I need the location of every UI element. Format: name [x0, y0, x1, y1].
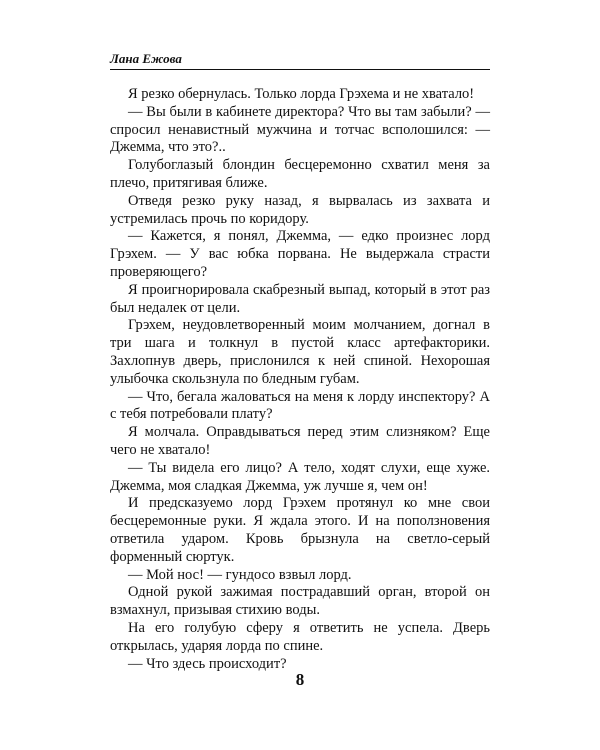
paragraph: На его голубую сферу я ответить не успела. Дверь открылась, ударяя лорда по спине. — [110, 619, 490, 654]
paragraph: Я резко обернулась. Только лорда Грэхема и не хватало! — [128, 86, 475, 102]
paragraph: — Вы были в кабинете директора? Что вы там забыли? — спросил ненавистный мужчина и тотчас всполошился: — Джемма, что это?.. — [110, 103, 490, 156]
paragraph: Отведя резко руку назад, я вырвалась из захвата и устремилась прочь по коридору. — [110, 192, 490, 227]
paragraph: — Что, бегала жаловаться на меня к лорду инспектору? А с тебя потребовали плату? — [110, 388, 490, 423]
paragraph: Одной рукой зажимая пострадавший орган, второй он взмахнул, призывая стихию воды. — [110, 584, 490, 619]
body-text — [110, 86, 490, 673]
paragraph: — Что здесь происходит? — [128, 655, 287, 672]
page-number: 8 — [295, 670, 305, 689]
paragraph: И предсказуемо лорд Грэхем протянул ко мне свои бесцеремонные руки. Я ждала этого. И на поползновения ответила ударом. Кровь брызнула на светло-серый форменный сюртук. — [110, 495, 490, 565]
paragraph: Голубоглазый блондин бесцеремонно схватил меня за плечо, притягивая ближе. — [110, 157, 490, 191]
header-rule — [110, 69, 490, 70]
paragraph: — Кажется, я понял, Джемма, — едко произнес лорд Грэхем. — У вас юбка порвана. Не выдержала страсти проверяющего? — [110, 228, 490, 280]
paragraph: Я молчала. Оправдываться перед этим слизняком? Еще чего не хватало! — [110, 424, 490, 458]
paragraph: — Ты видела его лицо? А тело, ходят слухи, еще хуже. Джемма, моя сладкая Джемма, уж лучше я, чем он! — [110, 459, 490, 494]
paragraph: — Мой нос! — гундосо взвыл лорд. — [128, 566, 352, 583]
paragraph: Грэхем, неудовлетворенный моим молчанием, догнал в три шага и толкнул в пустой класс артефакторики. Захлопнув дверь, прислонился к ней спиной. Нехорошая улыбочка скользнула по бледным губам. — [110, 317, 490, 387]
running-head: Лана Ежова — [110, 51, 182, 66]
paragraph: Я проигнорировала скабрезный выпад, который в этот раз был недалек от цели. — [110, 281, 490, 316]
